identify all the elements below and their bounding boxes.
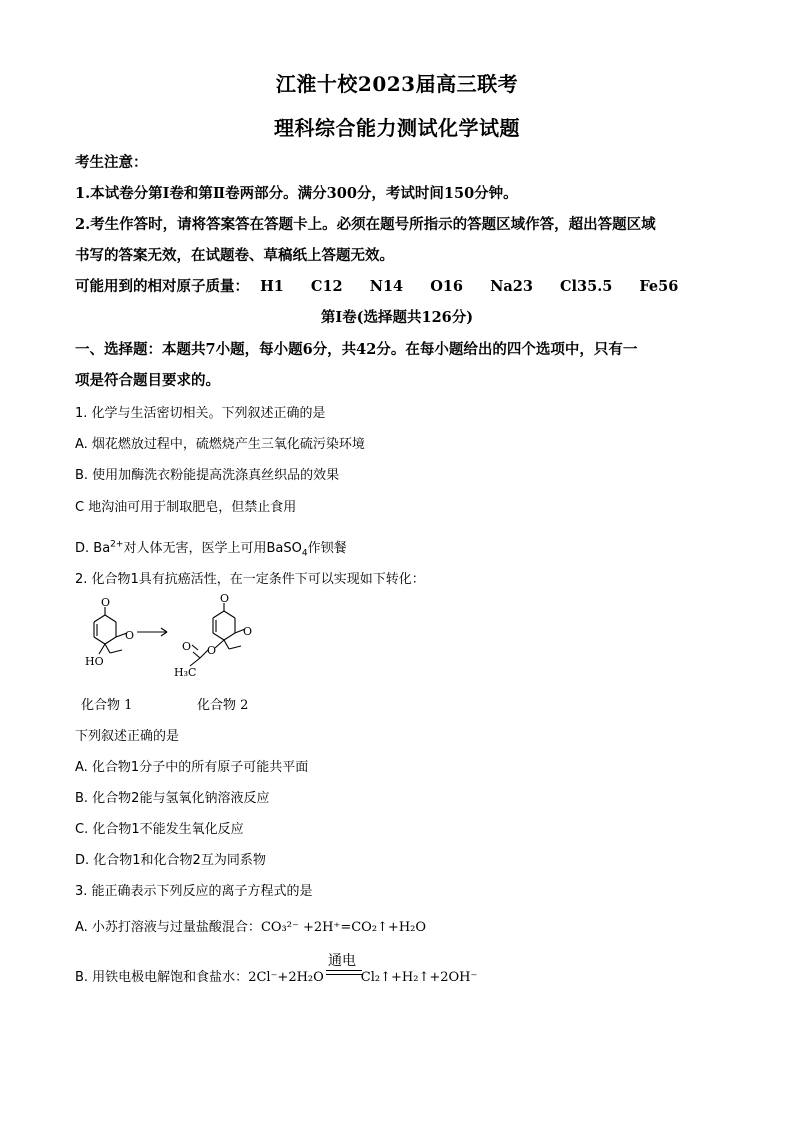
q1-option-c: C 地沟油可用于制取肥皂，但禁止食用 — [75, 500, 297, 515]
compound-2-label: 化合物 2 — [197, 698, 249, 713]
atomic-mass-fe: Fe56 — [639, 278, 679, 295]
q1-option-d — [75, 537, 347, 559]
reaction-scheme — [75, 592, 275, 687]
q1-stem: 1. 化学与生活密切相关。下列叙述正确的是 — [75, 406, 326, 421]
atomic-mass-na: Na23 — [490, 278, 533, 295]
q3-b-left: 2Cl⁻+2H₂O — [248, 970, 324, 985]
q2-option-c: C. 化合物1不能发生氧化反应 — [75, 822, 244, 837]
q2-prompt: 下列叙述正确的是 — [75, 729, 180, 744]
atomic-mass-h: H1 — [260, 278, 284, 295]
compound-1-ring-o: O — [125, 629, 135, 642]
section-intro-line-1: 一、选择题：本题共7小题，每小题6分，共42分。在每小题给出的四个选项中，只有一 — [75, 341, 638, 358]
q1-d-suffix: 作钡餐 — [307, 541, 347, 556]
exam-title: 江淮十校2023届高三联考 — [275, 72, 519, 96]
notice-item-1: 1.本试卷分第Ⅰ卷和第Ⅱ卷两部分。满分300分，考试时间150分钟。 — [75, 185, 518, 202]
compound-1-ketone-o: O — [101, 596, 111, 609]
notice-item-2-line-2: 书写的答案无效，在试题卷、草稿纸上答题无效。 — [75, 247, 394, 264]
section-heading: 第Ⅰ卷(选择题共126分) — [320, 309, 474, 326]
q1-option-a: A. 烟花燃放过程中，硫燃烧产生三氧化硫污染环境 — [75, 437, 365, 452]
q3-option-a — [75, 916, 426, 935]
q2-option-b: B. 化合物2能与氢氧化钠溶液反应 — [75, 791, 270, 806]
q3-option-b — [75, 966, 477, 985]
reaction-arrow — [137, 628, 167, 636]
q3-b-text: B. 用铁电极电解饱和食盐水： — [75, 970, 249, 985]
q1-d-mid: 对人体无害，医学上可用BaSO — [123, 541, 302, 556]
compound-1-label: 化合物 1 — [81, 698, 133, 713]
atomic-mass-o: O16 — [430, 278, 464, 295]
atomic-mass-c: C12 — [310, 278, 343, 295]
q3-b-right: Cl₂↑+H₂↑+2OH⁻ — [360, 970, 478, 985]
compound-2-structure — [190, 603, 245, 666]
compound-2-ester-o: O — [207, 644, 217, 657]
compound-2-methyl: H₃C — [174, 666, 197, 679]
compound-2-carbonyl-o: O — [182, 640, 192, 653]
q2-stem: 2. 化合物1具有抗癌活性，在一定条件下可以实现如下转化： — [75, 572, 425, 587]
q1-option-b: B. 使用加酶洗衣粉能提高洗涤真丝织品的效果 — [75, 468, 340, 483]
q1-d-sub: 4 — [301, 548, 308, 559]
atomic-mass-cl: Cl35.5 — [559, 278, 613, 295]
q3-a-equation: CO₃²⁻ +2H⁺=CO₂↑+H₂O — [260, 920, 427, 935]
compound-2-ring-o: O — [243, 625, 253, 638]
q2-option-d: D. 化合物1和化合物2互为同系物 — [75, 853, 266, 868]
exam-subtitle: 理科综合能力测试化学试题 — [274, 116, 520, 140]
q1-d-sup: 2+ — [110, 539, 124, 550]
q3-a-text: A. 小苏打溶液与过量盐酸混合： — [75, 920, 261, 935]
compound-1-ho: HO — [85, 655, 104, 668]
q2-option-a: A. 化合物1分子中的所有原子可能共平面 — [75, 760, 309, 775]
q3-b-condition: 通电 — [328, 953, 356, 969]
compound-1-structure — [94, 607, 127, 654]
q3-stem: 3. 能正确表示下列反应的离子方程式的是 — [75, 884, 313, 899]
compound-2-ketone-o: O — [220, 592, 230, 605]
q1-d-prefix: D. Ba — [75, 541, 111, 556]
notice-label: 考生注意： — [75, 154, 148, 171]
notice-item-2-line-1: 2.考生作答时，请将答案答在答题卡上。必须在题号所指示的答题区域作答，超出答题区域 — [75, 216, 656, 233]
section-intro-line-2: 项是符合题目要求的。 — [75, 372, 220, 389]
atomic-mass-label: 可能用到的相对原子质量： — [75, 278, 249, 295]
atomic-mass-n: N14 — [369, 278, 404, 295]
atomic-mass-row — [75, 275, 700, 296]
